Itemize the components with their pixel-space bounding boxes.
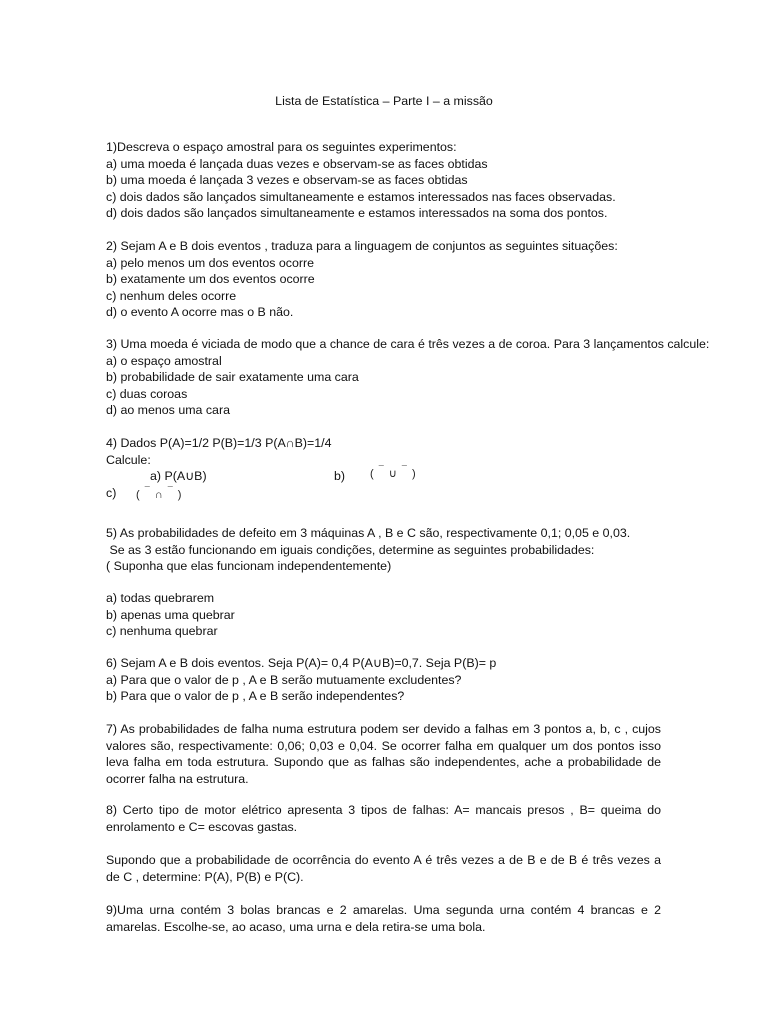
expr-c-bar-1: ¯: [144, 484, 151, 495]
question-5-prompt: 5) As probabilidades de defeito em 3 máquinas A , B e C são, respectivamente 0,1; 0,05 e 0,03.: [106, 526, 631, 540]
question-4-item-c-expression: [136, 484, 183, 504]
question-4-item-b-expression: [370, 466, 417, 483]
question-8-prompt: 8) Certo tipo de motor elétrico apresenta 3 tipos de falhas: A= mancais presos , B= queima do enrolamento e C= escovas gastas.: [106, 803, 661, 834]
question-4-row-c: [106, 485, 661, 502]
document-title: Lista de Estatística – Parte I – a missão: [275, 94, 493, 108]
expr-b-operator: ∪: [388, 468, 398, 480]
question-5: [106, 525, 661, 575]
question-2: [106, 238, 661, 321]
question-2-item-c: c) nenhum deles ocorre: [106, 288, 237, 303]
question-3-item-b: b) probabilidade de sair exatamente uma cara: [106, 370, 359, 384]
question-7: 7) As probabilidades de falha numa estrutura podem ser devido a falhas em 3 pontos a, b, c , cujos valores são, respectivamente: 0,06; 0,03 e 0,04. Se ocorrer falha em qualquer um dos pontos isso leva falha em toda estrutura. Supondo que as falhas são independentes, ache a probabilidade de ocorrer falha na estrutura.: [106, 722, 661, 786]
question-1: [106, 139, 661, 222]
expr-b-close: ): [411, 468, 417, 480]
question-6: [106, 655, 661, 705]
question-6-item-a: a) Para que o valor de p , A e B serão mutuamente excludentes?: [106, 672, 462, 687]
question-5-items: [106, 590, 661, 640]
question-4-calcule: Calcule:: [106, 452, 151, 467]
question-6-item-b: b) Para que o valor de p , A e B serão independentes?: [106, 689, 405, 703]
question-9: 9)Uma urna contém 3 bolas brancas e 2 amarelas. Uma segunda urna contém 4 brancas e 2 amarelas. Escolhe-se, ao acaso, uma urna e dela retira-se uma bola.: [106, 903, 661, 934]
question-3-item-a: a) o espaço amostral: [106, 353, 222, 368]
question-6-prompt: 6) Sejam A e B dois eventos. Seja P(A)= 0,4 P(A∪B)=0,7. Seja P(B)= p: [106, 656, 497, 670]
question-5-item-a: a) todas quebrarem: [106, 591, 215, 605]
expr-c-operator: ∩: [154, 488, 164, 501]
question-1-item-c: c) dois dados são lançados simultaneamente e estamos interessados nas faces observadas.: [106, 189, 616, 204]
question-5-item-c: c) nenhuma quebrar: [106, 624, 218, 638]
question-4-item-c-label: c): [106, 485, 117, 500]
expr-c-bar-2: ¯: [167, 484, 174, 495]
question-2-item-a: a) pelo menos um dos eventos ocorre: [106, 255, 314, 270]
question-3-item-d: d) ao menos uma cara: [106, 403, 230, 417]
question-8-task: Supondo que a probabilidade de ocorrência do evento A é três vezes a de B e de B é três vezes a de C , determine: P(A), P(B) e P(C).: [106, 853, 661, 884]
question-3-item-c: c) duas coroas: [106, 386, 188, 401]
expr-c-close: ): [177, 488, 183, 501]
question-2-item-b: b) exatamente um dos eventos ocorre: [106, 272, 315, 286]
question-5-note: ( Suponha que elas funcionam independentemente): [106, 559, 392, 573]
question-4-item-a: a) P(A∪B): [150, 469, 207, 483]
question-5-condition: Se as 3 estão funcionando em iguais condições, determine as seguintes probabilidades:: [106, 542, 595, 557]
question-4-row-ab: [106, 464, 661, 485]
expr-c-open: (: [136, 488, 141, 501]
question-1-item-a: a) uma moeda é lançada duas vezes e observam-se as faces obtidas: [106, 156, 488, 171]
question-1-item-b: b) uma moeda é lançada 3 vezes e observam-se as faces obtidas: [106, 173, 468, 187]
question-1-item-d: d) dois dados são lançados simultaneamente e estamos interessados na soma dos pontos.: [106, 206, 608, 220]
question-4-given: 4) Dados P(A)=1/2 P(B)=1/3 P(A∩B)=1/4: [106, 436, 332, 450]
expr-b-bar-1: ¯: [378, 464, 385, 474]
question-3: [106, 336, 710, 419]
question-2-item-d: d) o evento A ocorre mas o B não.: [106, 305, 294, 319]
expr-b-bar-2: ¯: [401, 464, 408, 474]
question-5-item-b: b) apenas uma quebrar: [106, 607, 235, 622]
question-3-prompt: 3) Uma moeda é viciada de modo que a chance de cara é três vezes a de coroa. Para 3 lançamentos calcule:: [106, 337, 710, 351]
expr-b-open: (: [370, 468, 375, 480]
question-4: [106, 435, 661, 501]
question-1-prompt: 1)Descreva o espaço amostral para os seguintes experimentos:: [106, 140, 457, 154]
question-2-prompt: 2) Sejam A e B dois eventos , traduza para a linguagem de conjuntos as seguintes situações:: [106, 239, 618, 253]
question-4-item-b-label: b): [334, 469, 346, 483]
